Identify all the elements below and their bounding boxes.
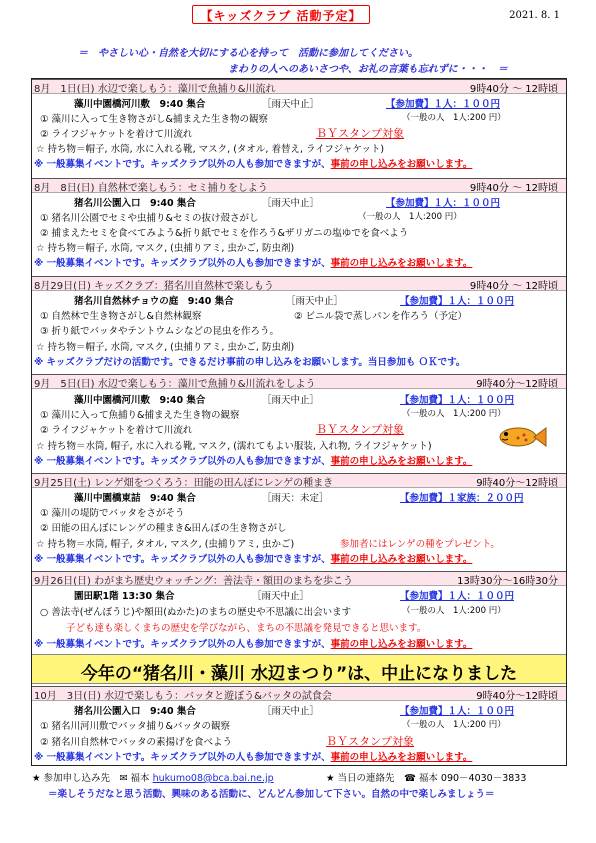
email-link[interactable]: hukumo08@bca.bai.ne.jp <box>152 773 274 784</box>
event-2-item-2: ② 捕まえたセミを食べてみよう&折り紙でセミを作ろう&ザリガニの塩ゆでを食べよう <box>40 228 409 239</box>
event-5-extra: 参加者にはレンゲの種をプレゼント。 <box>340 539 500 550</box>
event-3-item-1: ① 自然林で生き物さがし&自然林観察 <box>40 311 202 322</box>
event-4-stamp: ＢＹスタンプ対象 <box>316 423 404 436</box>
event-1-stamp: ＢＹスタンプ対象 <box>316 127 404 140</box>
event-3-item-2: ② ビニル袋で蒸しパンを作ろう（予定） <box>294 311 468 322</box>
event-6-item-1: ○ 善法寺(ぜんぼうじ)や額田(ぬかた)のまちの歴史や不思議に出会います <box>40 607 352 618</box>
event-7-fee: 【参加費】１人：１００円 <box>400 706 515 717</box>
event-2-rain: ［雨天中止］ <box>262 198 320 209</box>
event-2-general-fee: （一般の人 1人:200 円） <box>358 212 462 222</box>
event-2-fee: 【参加費】１人：１００円 <box>386 198 501 209</box>
event-3-place: 猪名川自然林チョウの庭 9:40 集合 <box>74 296 234 307</box>
event-7-heading: 10月 3日(日) 水辺で楽しもう：バッタと遊ぼう&バッタの試食会 9時40分～12時頃 <box>32 686 566 701</box>
event-3-item-3: ③ 折り紙でバッタやテントウムシなどの昆虫を作ろう。 <box>40 326 279 337</box>
event-5-bring: ☆ 持ち物＝水筒, 帽子, タオル, マスク, (虫捕りアミ, 虫かご) <box>36 539 295 550</box>
event-7-place: 猪名川公園入口 9:40 集合 <box>74 706 196 717</box>
event-1-rain: ［雨天中止］ <box>262 99 320 110</box>
event-4-item-2: ② ライフジャケットを着けて川流れ <box>40 425 193 436</box>
event-2-place: 猪名川公園入口 9:40 集合 <box>74 198 196 209</box>
apply-contact: ★ 参加申し込み先 ✉ 福本 hukumo08@bca.bai.ne.jp <box>32 773 274 784</box>
intro-line-2: まわりの人へのあいさつや、お礼の言葉も忘れずに・・・ ＝ <box>228 64 508 75</box>
event-7-item-1: ① 猪名川河川敷でバッタ捕り&バッタの観察 <box>40 721 230 732</box>
cancellation-banner: 今年の“猪名川・藻川 水辺まつり”は、中止になりました <box>32 654 566 684</box>
event-6-heading: 9月26日(日) わがまち歴史ウォッチング：善法寺・額田のまちを歩こう 13時30分～16時30分 <box>32 571 566 586</box>
event-4-item-1: ① 藻川に入って魚捕り&捕まえた生き物の観察 <box>40 410 240 421</box>
event-7-general-fee: （一般の人 1人:200 円） <box>402 720 506 730</box>
event-5-rain: ［雨天：未定］ <box>262 493 329 504</box>
event-2-heading: 8月 8日(日) 自然林で楽しもう：セミ捕りをしよう 9時40分 ～ 12時頃 <box>32 178 566 193</box>
event-6-extra: 子ども達も楽しくまちの歴史を学びながら、まちの不思議を発見できると思います。 <box>66 623 427 634</box>
event-3-notice: ※ キッズクラブだけの活動です。できるだけ事前の申し込みをお願いします。当日参加も ＯＫです。 <box>34 357 466 368</box>
event-5-heading: 9月25日(土) レンゲ畑をつくろう：田能の田んぼにレンゲの種まき 9時40分～12時頃 <box>32 473 566 488</box>
event-1-item-1: ① 藻川に入って生き物さがし&捕まえた生き物の観察 <box>40 114 268 125</box>
event-6-notice: ※ 一般募集イベントです。キッズクラブ以外の人も参加できますが、事前の申し込みをお願いします。 <box>34 639 473 650</box>
event-5-item-2: ② 田能の田んぼにレンゲの種まき&田んぼの生き物さがし <box>40 523 287 534</box>
event-1-heading: 8月 1日(日) 水辺で楽しもう：藻川で魚捕り&川流れ 9時40分 ～ 12時頃 <box>32 79 566 94</box>
event-1-place: 藻川中園橋河川敷 9:40 集合 <box>74 99 206 110</box>
title-box <box>192 5 370 24</box>
fish-icon <box>496 422 548 450</box>
event-1-fee: 【参加費】１人：１００円 <box>386 99 501 110</box>
event-1-bring: ☆ 持ち物＝帽子, 水筒, 水に入れる靴, マスク, (タオル, 着替え, ライフジャケット) <box>36 144 385 155</box>
event-6-general-fee: （一般の人 1人:200 円） <box>402 606 506 616</box>
event-4-fee: 【参加費】１人：１００円 <box>400 395 515 406</box>
event-5-fee: 【参加費】１家族：２００円 <box>400 493 524 504</box>
page-title: 【キッズクラブ 活動予定】 <box>200 9 362 23</box>
event-4-heading: 9月 5日(日) 水辺で楽しもう：藻川で魚捕り&川流れをしよう 9時40分～12時頃 <box>32 374 566 389</box>
event-5-notice: ※ 一般募集イベントです。キッズクラブ以外の人も参加できますが、事前の申し込みをお願いします。 <box>34 554 473 565</box>
event-3-fee: 【参加費】１人：１００円 <box>400 296 515 307</box>
day-contact: ★ 当日の連絡先 ☎ 福本 090－4030－3833 <box>326 773 527 784</box>
event-4-notice: ※ 一般募集イベントです。キッズクラブ以外の人も参加できますが、事前の申し込みをお願いします。 <box>34 456 473 467</box>
event-7-rain: ［雨天中止］ <box>262 706 320 717</box>
event-1-item-2: ② ライフジャケットを着けて川流れ <box>40 129 193 140</box>
event-3-heading: 8月29日(日) キッズクラブ：猪名川自然林で楽しもう 9時40分 ～ 12時頃 <box>32 276 566 291</box>
event-3-bring: ☆ 持ち物＝帽子, 水筒, マスク, (虫捕りアミ, 虫かご, 防虫剤) <box>36 342 295 353</box>
event-2-bring: ☆ 持ち物＝帽子, 水筒, マスク, (虫捕りアミ, 虫かご, 防虫剤) <box>36 243 295 254</box>
event-6-rain: ［雨天中止］ <box>252 591 310 602</box>
event-4-place: 藻川中園橋河川敷 9:40 集合 <box>74 395 206 406</box>
event-7-item-2: ② 猪名川自然林でバッタの素揚げを食べよう <box>40 737 233 748</box>
event-1-general-fee: （一般の人 1人:200 円） <box>402 113 506 123</box>
event-5-item-1: ① 藻川の堤防でバッタをさがそう <box>40 508 185 519</box>
event-3-rain: ［雨天中止］ <box>286 296 344 307</box>
intro-line-1: ＝ やさしい心・自然を大切にする心を持って 活動に参加してください。 <box>78 48 418 59</box>
event-1-notice: ※ 一般募集イベントです。キッズクラブ以外の人も参加できますが、事前の申し込みをお願いします。 <box>34 159 473 170</box>
event-4-general-fee: （一般の人 1人:200 円） <box>402 409 506 419</box>
event-6-fee: 【参加費】１人：１００円 <box>400 591 515 602</box>
event-2-notice: ※ 一般募集イベントです。キッズクラブ以外の人も参加できますが、事前の申し込みをお願いします。 <box>34 258 473 269</box>
event-6-place: 園田駅1階 13:30 集合 <box>74 591 175 602</box>
event-5-place: 藻川中園橋東詰 9:40 集合 <box>74 493 196 504</box>
event-4-rain: ［雨天中止］ <box>262 395 320 406</box>
closing-message: ＝楽しそうだなと思う活動、興味のある活動に、どんどん参加して下さい。自然の中で楽しみましょう＝ <box>48 789 495 800</box>
event-2-item-1: ① 猪名川公園でセミや虫捕り&セミの抜け殻さがし <box>40 213 259 224</box>
event-7-stamp: ＢＹスタンプ対象 <box>326 735 414 748</box>
event-7-notice: ※ 一般募集イベントです。キッズクラブ以外の人も参加できますが、事前の申し込みをお願いします。 <box>34 752 473 763</box>
issue-date: 2021. 8. 1 <box>509 10 560 21</box>
event-4-bring: ☆ 持ち物＝水筒, 帽子, 水に入れる靴, マスク, (濡れてもよい服装, 入れ物, ライフジャケット) <box>36 441 432 452</box>
